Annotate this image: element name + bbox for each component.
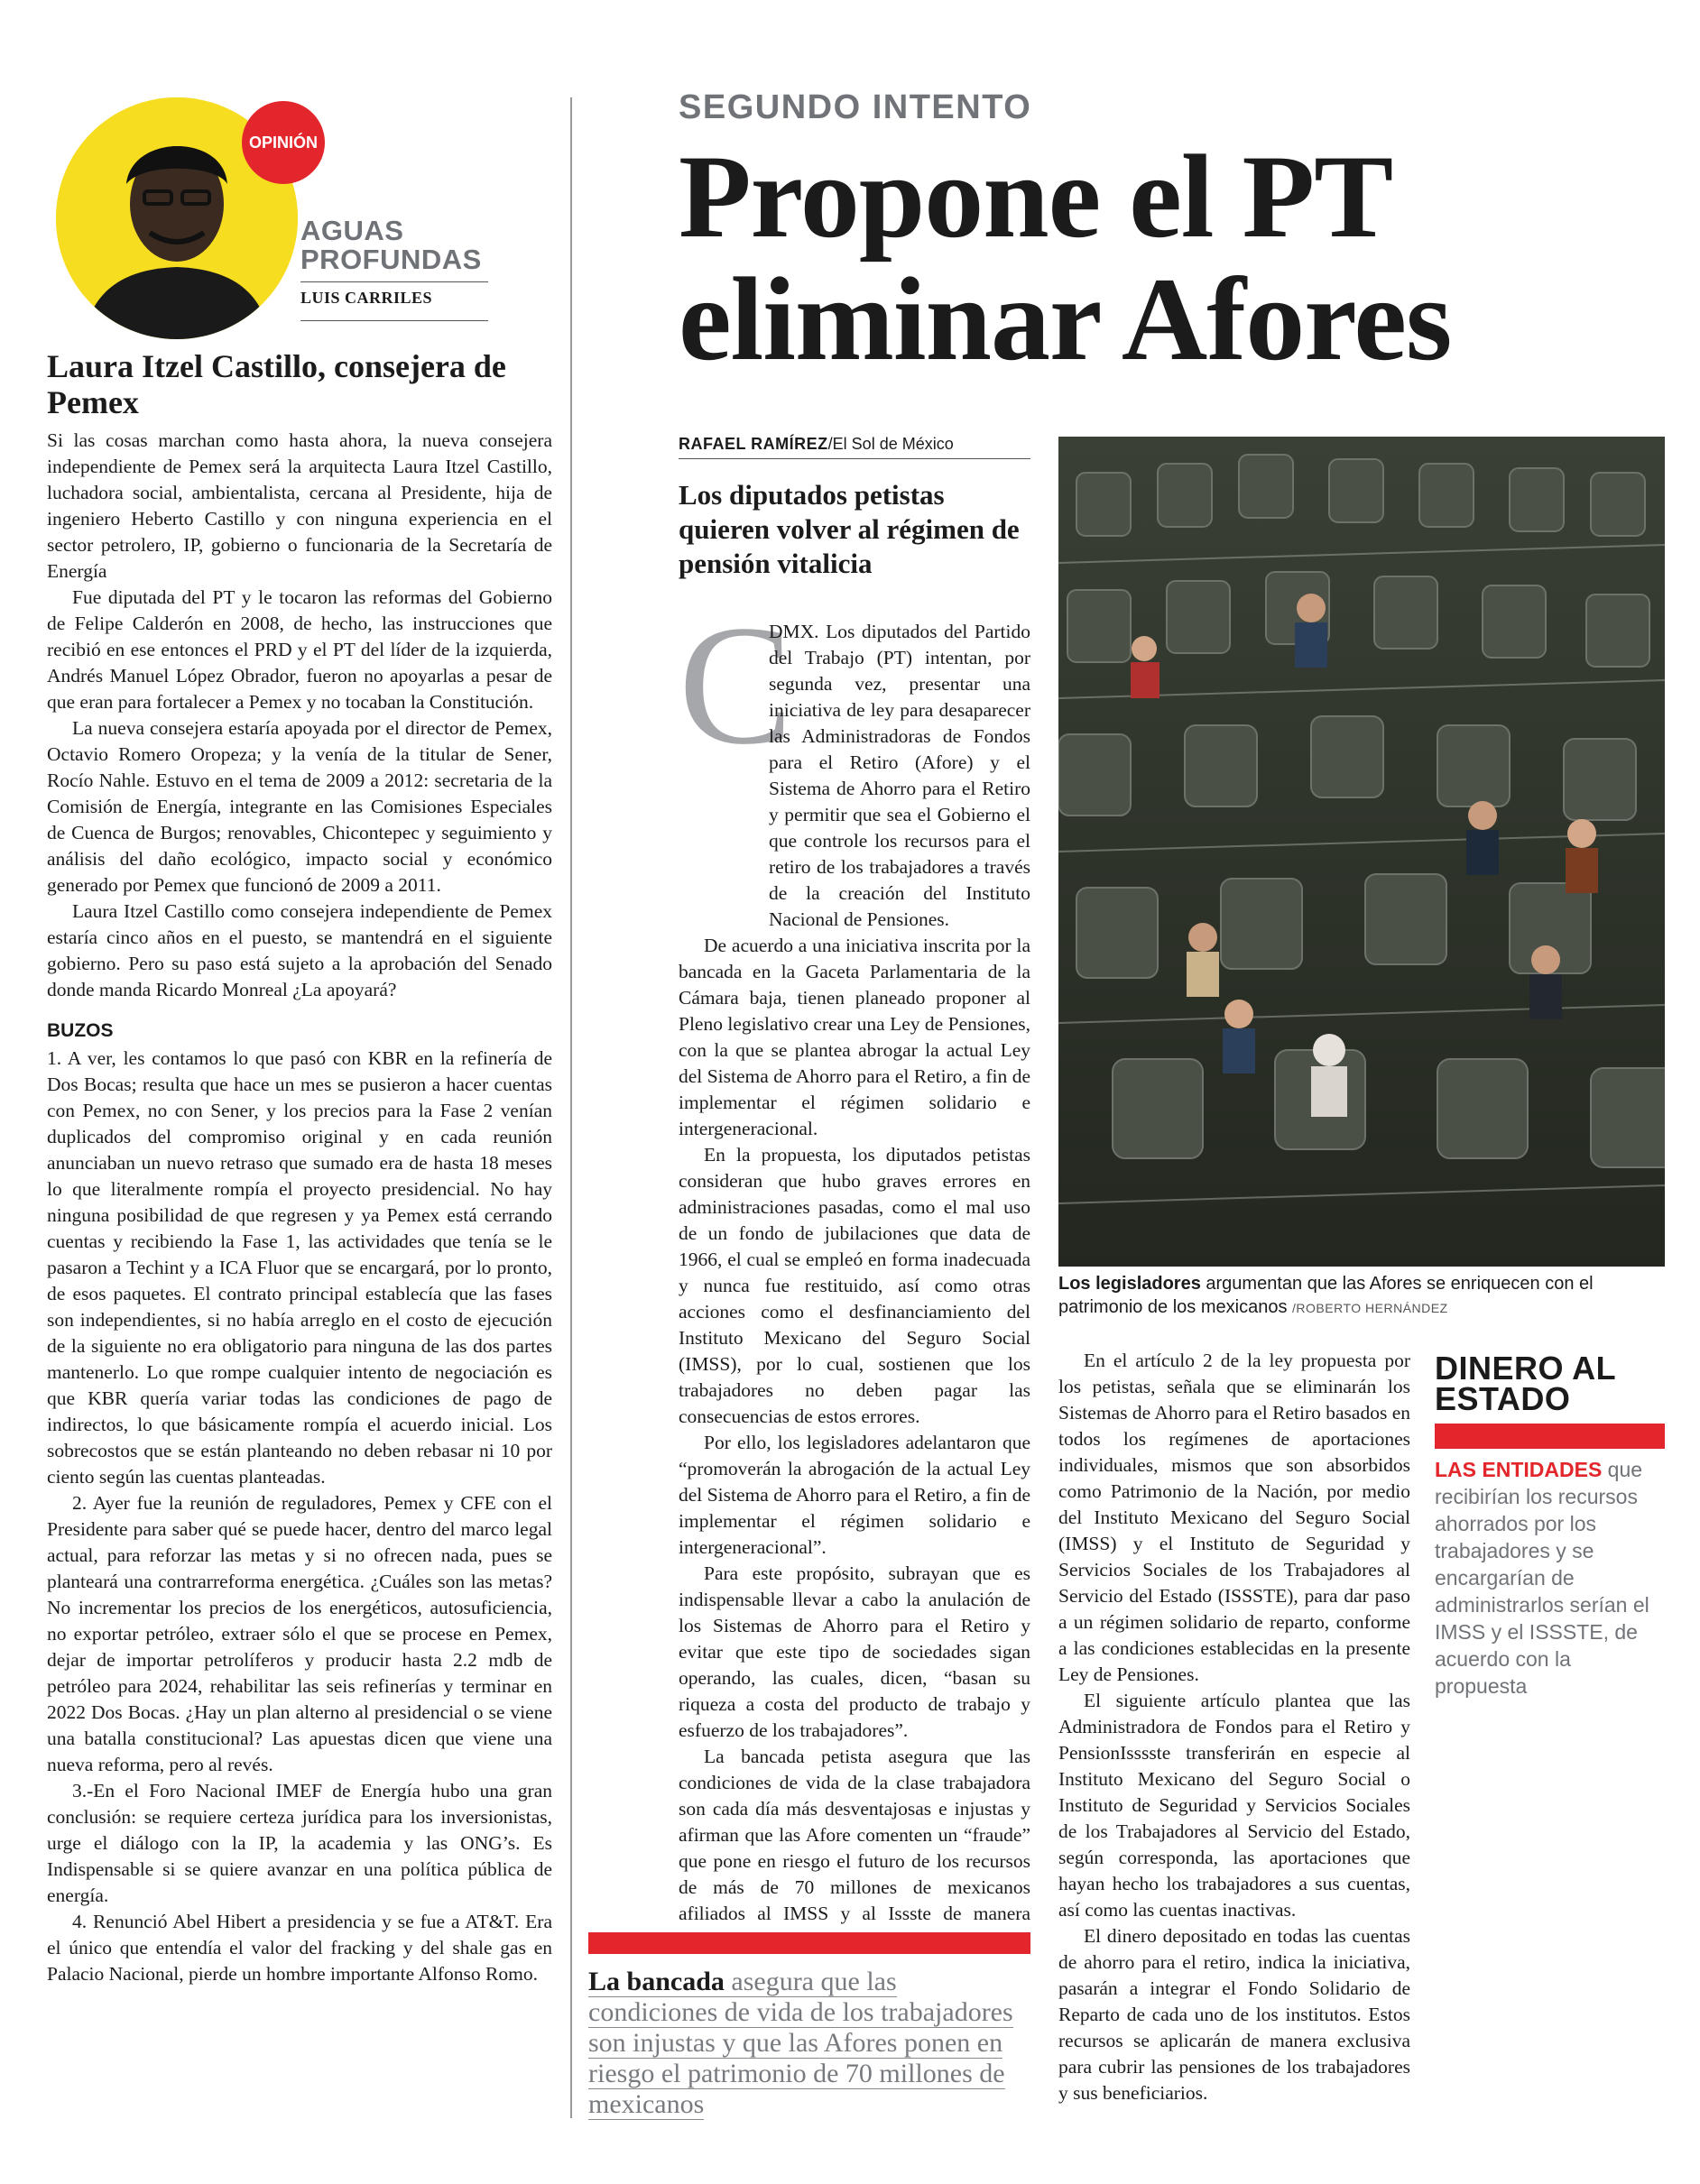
- article-paragraph: Para este propósito, subrayan que es indispensable llevar a cabo la anulación de los Sistemas de Ahorro para el Retiro y evitar que este tipo de sociedades sigan operando, las cuales, dicen, “basan su riqueza a costa del producto de trabajo y esfuerzo de los trabajadores”.: [679, 1562, 1030, 1741]
- pullquote-text: asegura que las condiciones de vida de los trabajadores son injustas y que las Afores ponen en riesgo el patrimonio de 70 millones de mexicanos: [588, 1967, 1013, 2119]
- article-paragraph: El dinero depositado en todas las cuentas de ahorro para el retiro, indica la iniciativa, pasarán a integrar el Fondo Solidario de Reparto de cada uno de los institutos. Estos recursos se aplicarán de manera exclusiva para cubrir las pensiones de los trabajadores y sus beneficiarios.: [1058, 1925, 1410, 2104]
- article-paragraph: De acuerdo a una iniciativa inscrita por la bancada en la Gaceta Parlamentaria de la Cámara baja, tienen planeado proponer al Pleno legislativo crear una Ley de Pensiones, con la que se plantea abrogar la actual Ley del Sistema de Ahorro para el Retiro, a fin de implementar el régimen solidario e intergeneracional.: [679, 935, 1030, 1139]
- opinion-paragraph: La nueva consejera estaría apoyada por el director de Pemex, Octavio Romero Oropeza; y la venía de la titular de Sener, Rocío Nahle. Estuvo en el tema de 2009 a 2012: secretaria de la Comisión de Energía, integrante en las Comisiones Especiales de Cuenca de Burgos; renovables, Chicontepec y seguimiento y análisis del daño ecológico, impacto social y económico generado por Pemex que funcionó de 2009 a 2011.: [47, 717, 552, 896]
- headline-line2: eliminar Afores: [679, 253, 1452, 385]
- legislators-photo-illustration: [1058, 437, 1665, 1267]
- article-headline: [679, 130, 1680, 385]
- article-paragraph: [679, 619, 1030, 933]
- caption-text: argumentan que las Afores se enriquecen con el patrimonio de los mexicanos: [1058, 1274, 1594, 1317]
- article-byline: [679, 435, 954, 454]
- opinion-paragraph: Fue diputada del PT y le tocaron las reformas del Gobierno de Felipe Calderón en 2008, de hecho, las instrucciones que recibió en ese entonces el PRD y el PT del líder de la izquierda, Andrés Manuel López Obrador, fueron no apoyarlas a pesar de que eran para fortalecer a Pemex y no tocaban la Constitución.: [47, 586, 552, 713]
- article-paragraph: La bancada petista asegura que las condiciones de vida de la clase trabajadora son cada día más desventajosas e injustas y afirman que las Afore comenten un “fraude” que pone en riesgo el futuro de los recursos de más de 70 millones de mexicanos afiliados al IMSS y al Issste de manera: [679, 1746, 1030, 1924]
- column-title: [300, 217, 482, 274]
- sidebar-title-line1: DINERO AL: [1435, 1350, 1617, 1387]
- article-paragraph: El siguiente artículo plantea que las Administradora de Fondos para el Retiro y PensionIsssste transferirán en especie al Instituto Mexicano del Seguro Social o Instituto de Seguridad y Servicios Sociales de los Trabajadores al Servicio del Estado, según corresponda, las aportaciones que hayan hecho los trabajadores a sus cuentas, así como las cuentas inactivas.: [1058, 1690, 1410, 1921]
- buzos-item: 4. Renunció Abel Hibert a presidencia y se fue a AT&T. Era el único que entendía el valor del fracking y del shale gas en Palacio Nacional, pierde un hombre importante Alfonso Romo.: [47, 1911, 552, 1985]
- article-paragraph: En el artículo 2 de la ley propuesta por los petistas, señala que se eliminarán los Sistemas de Ahorro para el Retiro basados en todos los regímenes de aportaciones individuales, mismos que son absorbidos como Patrimonio de la Nación, por medio del Instituto Mexicano del Seguro Social (IMSS) y el Instituto de Seguridad y Servicios Sociales de los Trabajadores al Servicio del Estado (ISSSTE), para dar paso a un régimen solidario de reparto, conforme a las condiciones establecidas en la presente Ley de Pensiones.: [1058, 1350, 1410, 1685]
- author-rule-top: [300, 281, 488, 282]
- buzos-heading: BUZOS: [47, 1020, 114, 1041]
- column-title-line1: AGUAS: [300, 215, 404, 246]
- opinion-body: [47, 428, 552, 1987]
- opinion-paragraph: Si las cosas marchan como hasta ahora, la nueva consejera independiente de Pemex será la arquitecta Laura Itzel Castillo, luchadora social, ambientalista, cercana al Presidente, hija de ingeniero Heberto Castillo y con ninguna experiencia en el sector petrolero, IP, gobierno o funcionaria de la Secretaría de Energía: [47, 429, 552, 582]
- drop-cap: C: [679, 591, 793, 780]
- opinion-badge: OPINIÓN: [242, 101, 325, 184]
- buzos-item: 3.-En el Foro Nacional IMEF de Energía hubo una gran conclusión: se requiere certeza jurídica para los inversionistas, urge el diálogo con la IP, la academia y las ONG’s. Es Indispensable si se quiere avanzar en una política pública de energía.: [47, 1780, 552, 1906]
- pull-quote: [588, 1967, 1030, 2120]
- opinion-paragraph: Laura Itzel Castillo como consejera independiente de Pemex estaría cinco años en el puesto, se mantendrá en el siguiente gobierno. Pero su paso está sujeto a la aprobación del Senado donde manda Ricardo Monreal ¿La apoyará?: [47, 900, 552, 1000]
- column-title-line2: PROFUNDAS: [300, 244, 482, 275]
- headline-line1: Propone el PT: [679, 130, 1393, 263]
- article-lead-text: DMX. Los diputados del Partido del Trabajo (PT) intentan, por segunda vez, presentar una iniciativa de ley para desaparecer las Administradoras de Fondos para el Retiro (Afore) y el Sistema de Ahorro para el Retiro y permitir que sea el Gobierno el que controle los recursos para el retiro de los trabajadores a través de la creación del Instituto Nacional de Pensiones.: [769, 621, 1030, 930]
- article-deck: Los diputados petistas quieren volver al régimen de pensión vitalicia: [679, 479, 1020, 579]
- column-author: LUIS CARRILES: [300, 289, 433, 307]
- pullquote-lead: La bancada: [588, 1967, 725, 1996]
- sidebar-text: [1435, 1456, 1665, 1700]
- chamber-photo: [1058, 437, 1665, 1267]
- buzos-item: 2. Ayer fue la reunión de reguladores, Pemex y CFE con el Presidente para saber qué se puede hacer, dentro del marco legal actual, para reforzar las metas y si no ofrecen nada, pues se planteará una contrarreforma energética. ¿Cuáles son las metas? No incrementar los precios de los energéticos, autosuficiencia, no exportar petróleo, extraer sólo el que se procese en Pemex, dejar de importar petrolíferos y producir hasta 2.2 mdb de petróleo para 2024, rehabilitar las seis refinerías y terminar en 2022 Dos Bocas. ¿Hay un plan alterno al presidencial o se viene una batalla constitucional? Las apuestas dicen que viene una nueva reforma, pero al revés.: [47, 1492, 552, 1775]
- column-divider-left: [570, 97, 572, 2118]
- pullquote-accent-bar: [588, 1932, 1030, 1954]
- article-kicker: SEGUNDO INTENTO: [679, 88, 1032, 126]
- photo-credit: /ROBERTO HERNÁNDEZ: [1292, 1301, 1448, 1315]
- article-paragraph: Por ello, los legisladores adelantaron que “promoverán la abrogación de la actual Ley del Sistema de Ahorro para el Retiro, a fin de implementar el régimen solidario e intergeneracional”.: [679, 1432, 1030, 1558]
- article-paragraph: En la propuesta, los diputados petistas consideran que hubo graves errores en administraciones pasadas, como el mal uso de un fondo de jubilaciones que data de 1966, el cual se empleó en forma inadecuada y nunca fue restituido, así como otras acciones como el desfinanciamiento del Instituto Mexicano del Seguro Social (IMSS), por lo cual, sostienen que los trabajadores no deben pagar las consecuencias de estos errores.: [679, 1144, 1030, 1427]
- sidebar-title: [1435, 1350, 1617, 1417]
- caption-lead: Los legisladores: [1058, 1274, 1201, 1294]
- sidebar-lead: LAS ENTIDADES: [1435, 1458, 1603, 1481]
- opinion-headline: Laura Itzel Castillo, consejera de Pemex: [47, 348, 506, 420]
- sidebar-accent-bar: [1435, 1424, 1665, 1449]
- byline-rule: [679, 458, 1030, 459]
- byline-source: /El Sol de México: [827, 435, 954, 453]
- photo-caption: [1058, 1272, 1665, 1320]
- article-column-2: [1058, 1348, 1410, 2106]
- article-column-1: [679, 619, 1030, 1953]
- byline-author: RAFAEL RAMÍREZ: [679, 435, 828, 453]
- sidebar-title-line2: ESTADO: [1435, 1380, 1571, 1417]
- author-rule-bottom: [300, 320, 488, 321]
- buzos-item: 1. A ver, les contamos lo que pasó con KBR en la refinería de Dos Bocas; resulta que hace un mes se pusieron a hacer cuentas con Pemex, no con Sener, y los precios para la Fase 2 venían duplicados del compromiso original y en cada reunión anunciaban un nuevo retraso que sumado era de hasta 18 meses lo que literalmente rompía el proyecto presidencial. No hay ninguna posibilidad de que regresen y ya Pemex está cerrando cuentas y recibiendo la Fase 1, las actividades que tenía se le pasaron a Techint y a ICA Fluor que se encargará, por lo pronto, de esos paquetes. El contrato principal establecía que las fases son independientes, si no había arreglo en el costo de ejecución de la siguiente no era obligatorio para ninguna de las dos partes mantenerlo. Lo que rompe cualquier intento de negociación es que KBR quería variar todas las condiciones de pago de indirectos, lo que básicamente rompía el acuerdo inicial. Los sobrecostos que se están planteando no deben rebasar ni 10 por ciento según las cuentas planteadas.: [47, 1047, 552, 1488]
- sidebar-body: que recibirían los recursos ahorrados por los trabajadores y se encargarían de administrarlos serían el IMSS y el ISSSTE, de acuerdo con la propuesta: [1435, 1458, 1649, 1698]
